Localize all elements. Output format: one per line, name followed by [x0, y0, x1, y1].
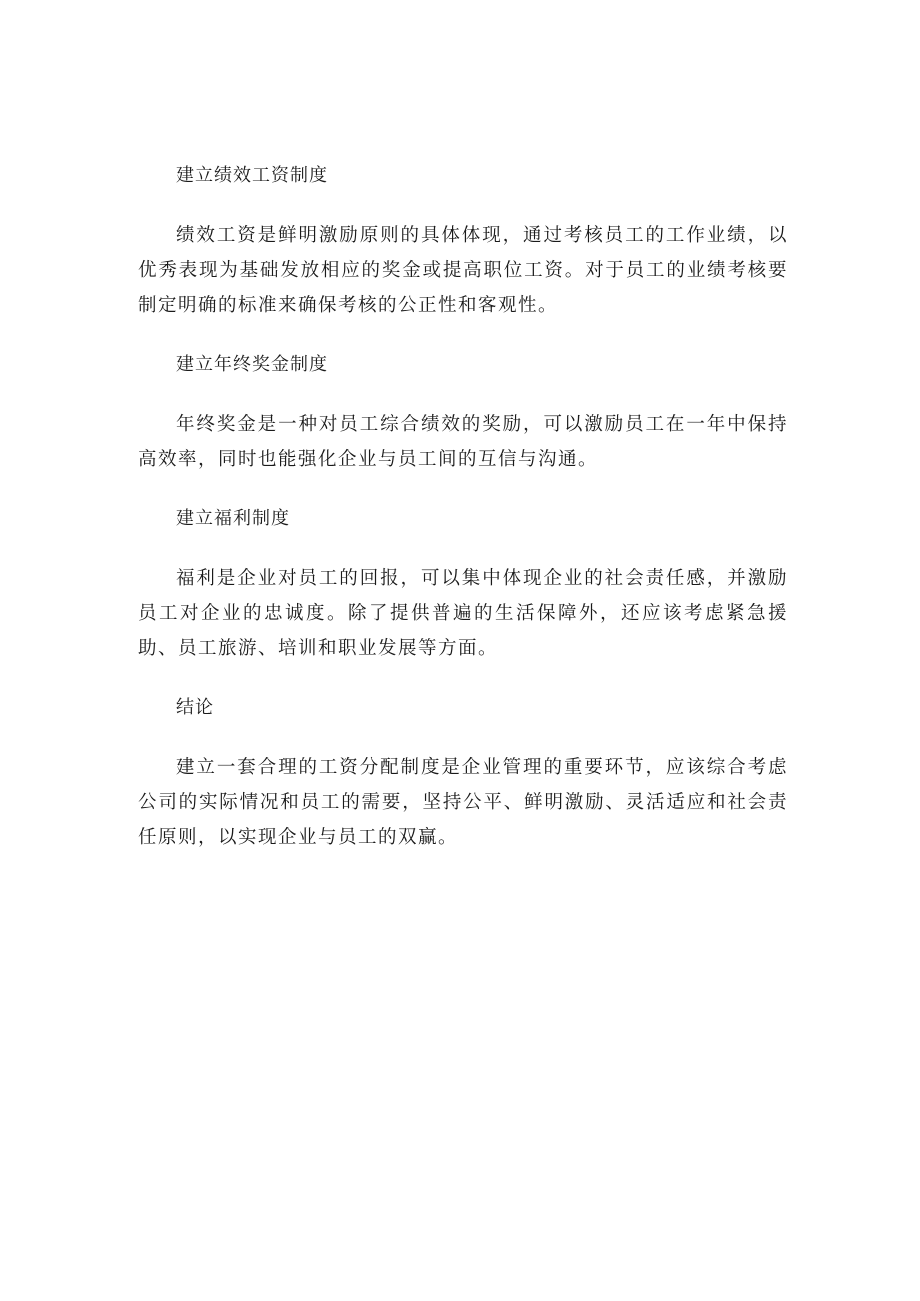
section-welfare: [138, 501, 788, 666]
section-paragraph: 建立一套合理的工资分配制度是企业管理的重要环节，应该综合考虑公司的实际情况和员工的需要，坚持公平、鲜明激励、灵活适应和社会责任原则，以实现企业与员工的双赢。: [138, 757, 788, 848]
section-heading: 建立福利制度: [176, 508, 290, 529]
section-year-end-bonus: [138, 347, 788, 477]
section-paragraph: 年终奖金是一种对员工综合绩效的奖励，可以激励员工在一年中保持高效率，同时也能强化企业与员工间的互信与沟通。: [138, 414, 788, 470]
section-paragraph: 福利是企业对员工的回报，可以集中体现企业的社会责任感，并激励员工对企业的忠诚度。除了提供普遍的生活保障外，还应该考虑紧急援助、员工旅游、培训和职业发展等方面。: [138, 568, 788, 659]
document-body: [138, 158, 788, 879]
section-heading: 结论: [176, 697, 214, 718]
section-paragraph: 绩效工资是鲜明激励原则的具体体现，通过考核员工的工作业绩，以优秀表现为基础发放相应的奖金或提高职位工资。对于员工的业绩考核要制定明确的标准来确保考核的公正性和客观性。: [138, 225, 788, 316]
section-conclusion: [138, 690, 788, 855]
section-heading: 建立绩效工资制度: [176, 165, 328, 186]
section-performance-pay: [138, 158, 788, 323]
section-heading: 建立年终奖金制度: [176, 354, 328, 375]
